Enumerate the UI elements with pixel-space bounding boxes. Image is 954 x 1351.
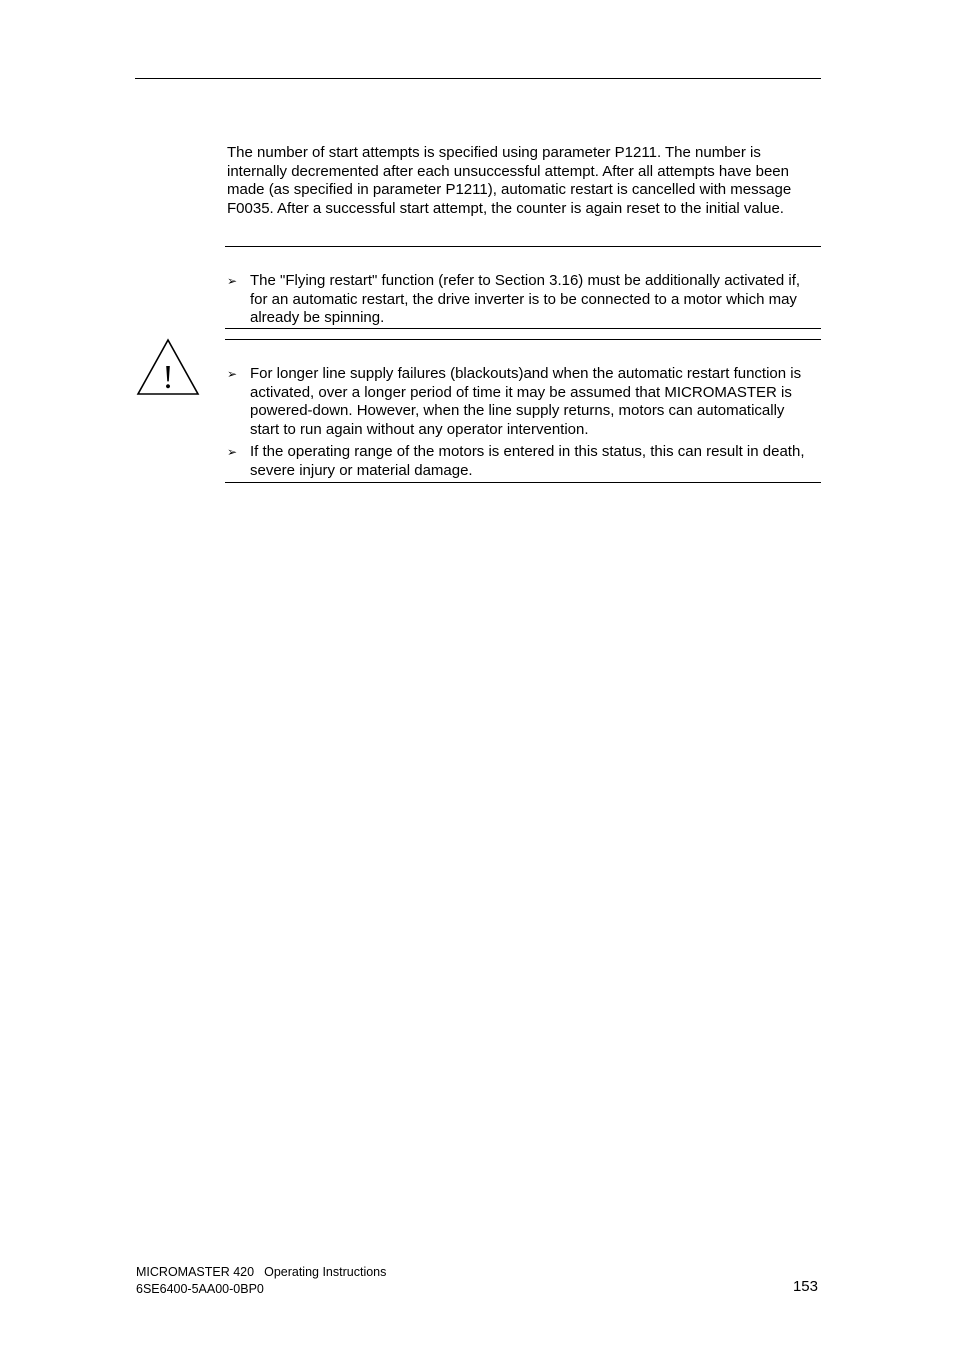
footer-order-number: 6SE6400-5AA00-0BP0: [136, 1281, 264, 1296]
warning-list: [227, 365, 817, 484]
warning-triangle-icon: [136, 338, 200, 396]
note-text: The "Flying restart" function (refer to Section 3.16) must be additionally activated if, for an automatic restart, the drive inverter is to be connected to a motor which may already be spinning.: [250, 272, 801, 326]
intro-paragraph: The number of start attempts is specified using parameter P1211. The number is internally decremented after each unsuccessful attempt. After all attempts have been made (as specified in parameter P1211), automatic restart is cancelled with message F0035. After a successful start attempt, the counter is again reset to the initial value.: [227, 144, 792, 217]
list-item: [227, 443, 817, 480]
warning-text: For longer line supply failures (blackouts)and when the automatic restart function is activated, over a longer period of time it may be assumed that MICROMASTER is powered-down. However, when the line supply returns, motors can automatically start to run again without any operator intervention.: [250, 365, 802, 438]
section-divider: [225, 246, 821, 247]
list-item: [227, 365, 817, 439]
header-rule: [135, 78, 821, 79]
warning-exclamation: !: [162, 359, 174, 396]
list-item: [227, 272, 817, 328]
footer-product: MICROMASTER 420: [136, 1265, 255, 1279]
page-number: 153: [792, 1278, 818, 1295]
note-bottom-rule: [225, 328, 821, 329]
arrow-bullet-icon: ➢: [227, 445, 238, 459]
footer: [136, 1264, 386, 1297]
warning-top-rule: [225, 339, 821, 340]
arrow-bullet-icon: ➢: [227, 367, 238, 381]
arrow-bullet-icon: ➢: [227, 274, 238, 288]
note-list: [227, 272, 817, 332]
footer-doc-type: Operating Instructions: [264, 1265, 387, 1279]
warning-text: If the operating range of the motors is entered in this status, this can result in death, severe injury or material damage.: [250, 443, 805, 479]
warning-bottom-rule: [225, 482, 821, 483]
